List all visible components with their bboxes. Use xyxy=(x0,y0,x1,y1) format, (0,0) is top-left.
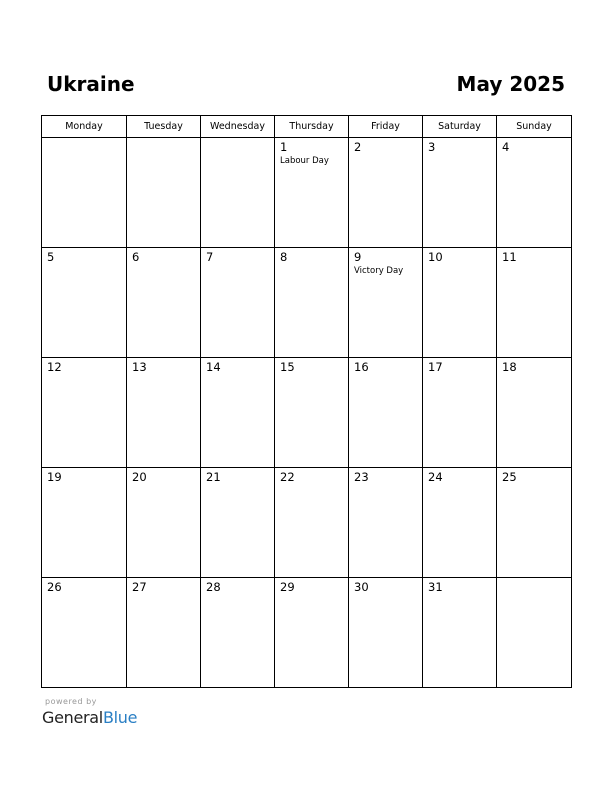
day-cell xyxy=(42,358,127,468)
day-number: 23 xyxy=(354,470,369,484)
day-cell xyxy=(42,468,127,578)
day-number: 1 xyxy=(280,140,288,154)
weekday-header: Thursday xyxy=(275,116,349,138)
day-number: 29 xyxy=(280,580,295,594)
week-row xyxy=(42,468,572,578)
day-number: 30 xyxy=(354,580,369,594)
day-cell xyxy=(127,578,201,688)
day-cell xyxy=(275,248,349,358)
day-number: 2 xyxy=(354,140,362,154)
day-number: 25 xyxy=(502,470,517,484)
day-number: 22 xyxy=(280,470,295,484)
weekday-header: Friday xyxy=(349,116,423,138)
day-cell xyxy=(349,248,423,358)
day-cell xyxy=(201,138,275,248)
generalblue-logo xyxy=(42,708,137,727)
day-number: 16 xyxy=(354,360,369,374)
day-number: 3 xyxy=(428,140,436,154)
day-cell xyxy=(201,358,275,468)
day-number: 10 xyxy=(428,250,443,264)
day-cell xyxy=(423,578,497,688)
week-row xyxy=(42,358,572,468)
day-number: 8 xyxy=(280,250,288,264)
day-cell xyxy=(349,358,423,468)
day-cell xyxy=(349,578,423,688)
day-cell xyxy=(275,138,349,248)
day-number: 18 xyxy=(502,360,517,374)
day-number: 13 xyxy=(132,360,147,374)
day-cell xyxy=(127,138,201,248)
holiday-label: Victory Day xyxy=(354,266,404,276)
weekday-header: Wednesday xyxy=(201,116,275,138)
day-cell xyxy=(127,358,201,468)
day-number: 9 xyxy=(354,250,362,264)
day-cell xyxy=(497,248,572,358)
day-cell xyxy=(423,138,497,248)
day-cell xyxy=(127,248,201,358)
week-row xyxy=(42,248,572,358)
weekday-header: Sunday xyxy=(497,116,572,138)
day-number: 12 xyxy=(47,360,62,374)
month-title: May 2025 xyxy=(456,72,565,96)
day-cell xyxy=(275,468,349,578)
day-cell xyxy=(127,468,201,578)
day-number: 28 xyxy=(206,580,221,594)
calendar-grid xyxy=(41,115,572,688)
day-cell xyxy=(42,138,127,248)
day-cell xyxy=(349,138,423,248)
day-number: 19 xyxy=(47,470,62,484)
day-cell xyxy=(201,578,275,688)
day-number: 20 xyxy=(132,470,147,484)
day-number: 21 xyxy=(206,470,221,484)
day-cell xyxy=(201,248,275,358)
weekday-header: Monday xyxy=(42,116,127,138)
day-number: 17 xyxy=(428,360,443,374)
logo-blue: Blue xyxy=(102,708,138,727)
day-number: 27 xyxy=(132,580,147,594)
day-number: 7 xyxy=(206,250,214,264)
day-cell xyxy=(497,358,572,468)
day-cell xyxy=(349,468,423,578)
day-cell xyxy=(275,358,349,468)
day-number: 26 xyxy=(47,580,62,594)
weekday-header-row xyxy=(42,116,572,138)
day-number: 24 xyxy=(428,470,443,484)
week-row xyxy=(42,578,572,688)
weekday-header: Saturday xyxy=(423,116,497,138)
weekday-header: Tuesday xyxy=(127,116,201,138)
day-cell xyxy=(275,578,349,688)
day-number: 14 xyxy=(206,360,221,374)
day-cell xyxy=(42,248,127,358)
week-row xyxy=(42,138,572,248)
country-title: Ukraine xyxy=(47,72,135,96)
powered-by-text: powered by xyxy=(45,697,97,706)
day-cell xyxy=(423,468,497,578)
day-cell xyxy=(497,578,572,688)
day-number: 15 xyxy=(280,360,295,374)
holiday-label: Labour Day xyxy=(280,156,329,166)
day-cell xyxy=(42,578,127,688)
day-cell xyxy=(201,468,275,578)
day-number: 5 xyxy=(47,250,55,264)
day-cell xyxy=(423,248,497,358)
day-cell xyxy=(423,358,497,468)
day-number: 6 xyxy=(132,250,140,264)
day-cell xyxy=(497,138,572,248)
day-number: 31 xyxy=(428,580,443,594)
day-cell xyxy=(497,468,572,578)
day-number: 11 xyxy=(502,250,517,264)
day-number: 4 xyxy=(502,140,510,154)
logo-general: General xyxy=(42,708,103,727)
